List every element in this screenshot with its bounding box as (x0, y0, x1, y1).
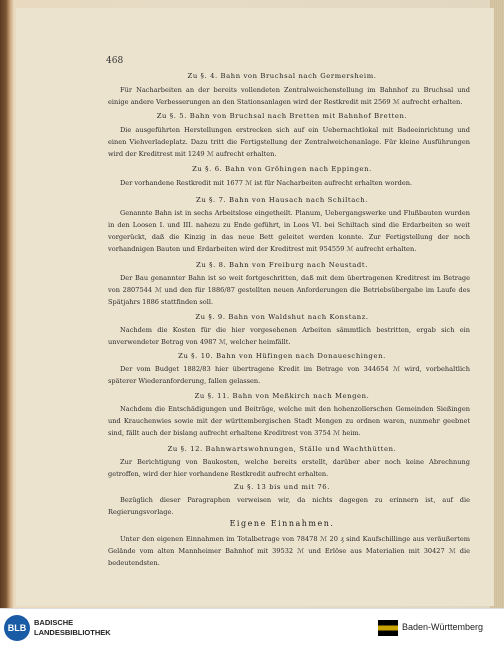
section-text: Der vorhandene Restkredit mit 1677 ℳ ist für Nacharbeiten aufrecht erhalten worden. (120, 179, 413, 187)
section-heading: Zu §. 9. Bahn von Waldshut nach Konstanz. (195, 313, 369, 321)
section-text: Der Bau genannter Bahn ist so weit fortgeschritten, daß mit dem übertragenen Kreditrest im Betrage von 2807544 ℳ und den für 1886/87 gestellten neuen Anforderungen die Betriebsübergabe im Laufe des Spätjahrs 1886 stattfinden soll. (108, 274, 470, 306)
baden-wuerttemberg-logo-icon (378, 620, 398, 636)
library-name-line1: BADISCHE (34, 618, 74, 627)
state-name: Baden-Württemberg (402, 622, 484, 632)
final-text: Unter den eigenen Einnahmen im Totalbetrage von 78478 ℳ 20 ₰ sind Kaufschillinge aus veräußertem Gelände vom alten Mannheimer Bahnhof mit 39532 ℳ und Erlöse aus Materialien mit 30427 ℳ die bedeutendsten. (108, 535, 470, 567)
page-number: 468 (106, 56, 124, 66)
section-heading: Zu §. 8. Bahn von Freiburg nach Neustadt. (196, 261, 368, 269)
blb-logo-icon[interactable]: BLB (4, 615, 30, 641)
section-text: Die ausgeführten Herstellungen erstrecken sich auf ein Uebernachtlokal mit Badeeinrichtung und einen Viehverladeplatz. Dazu tritt die Fertigstellung der Zentralweichenanlage. Für kleine Ausführungen wird der Kreditrest mit 1249 ℳ aufrecht erhalten. (108, 126, 470, 158)
final-heading: Eigene Einnahmen. (229, 519, 335, 528)
section-heading: Zu §. 11. Bahn von Meßkirch nach Mengen. (194, 392, 370, 400)
section-text: Nachdem die Kosten für die hier vorgesehenen Arbeiten sämmtlich bestritten, ergab sich ein unverwendeter Betrag von 4987 ℳ, welcher heimfällt. (108, 326, 470, 346)
section-heading: Zu §. 6. Bahn von Gröhingen nach Eppingen. (192, 165, 372, 173)
section-heading: Zu §. 4. Bahn von Bruchsal nach Germersheim. (187, 72, 377, 80)
section-text: Für Nacharbeiten an der bereits vollendeten Zentralweichenstellung im Bahnhof zu Bruchsal und einige andere Verbesserungen an den Stationsanlagen wird der Restkredit mit 2569 ℳ aufrecht erhalten. (108, 86, 470, 106)
library-name-line2: LANDESBIBLIOTHEK (34, 628, 111, 637)
section-text: Zur Berichtigung von Baukosten, welche bereits erstellt, darüber aber noch keine Abrechnung getroffen, wird der hier vorhandene Restkredit aufrecht erhalten. (108, 458, 470, 478)
section-text: Bezüglich dieser Paragraphen verweisen wir, da nichts dagegen zu erinnern ist, auf die Regierungsvorlage. (108, 496, 470, 516)
section-heading: Zu §. 5. Bahn von Bruchsal nach Bretten mit Bahnhof Bretten. (156, 112, 408, 120)
section-text: Der vom Budget 1882/83 hier übertragene Kredit im Betrage von 344654 ℳ wird, vorbehaltlich späterer Wiederanforderung, fallen gelassen. (108, 365, 470, 385)
section-heading: Zu §. 7. Bahn von Hausach nach Schiltach. (196, 196, 368, 204)
section-heading: Zu §. 10. Bahn von Hüfingen nach Donaueschingen. (178, 352, 386, 360)
section-heading: Zu §. 12. Bahnwartswohnungen, Ställe und Wachthütten. (167, 445, 397, 453)
section-heading: Zu §. 13 bis und mit 76. (234, 483, 330, 491)
section-text: Genannte Bahn ist in sechs Arbeitslose eingetheilt. Planum, Uebergangswerke und Flußbauten wurden in den Loosen I. und III. nahezu zu Ende geführt, in Loos VI. bei Schiltach sind die Erdarbeiten so weit vorgerückt, daß die Kinzig in das neue Bett geleitet werden konnte. Zur Fertigstellung der noch vorhandnigen Bauten und Erdarbeiten wird der Kreditrest mit 954559 ℳ aufrecht erhalten. (108, 209, 470, 253)
library-name (34, 618, 111, 638)
section-text: Nachdem die Entschädigungen und Beiträge, welche mit den hohenzollerschen Gemeinden Sießingen und Krauchenwies sowie mit der württembergischen Stadt Mengen zu ordnen waren, nunmehr geebnet sind, fällt auch der bislang aufrecht erhaltene Kreditrest von 3754 ℳ heim. (108, 405, 470, 437)
